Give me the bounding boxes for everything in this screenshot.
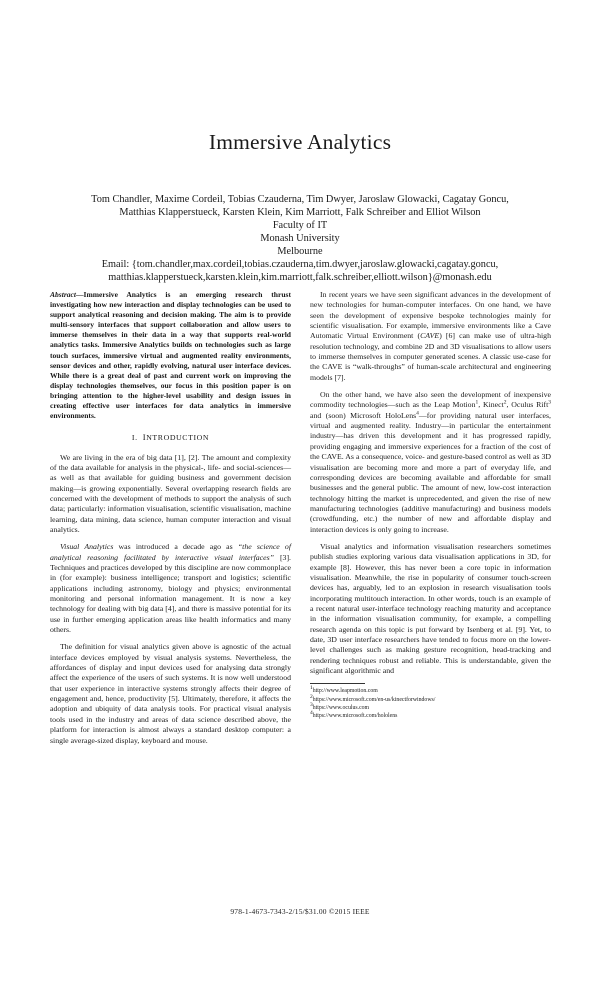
authors-line-1: Tom Chandler, Maxime Cordeil, Tobias Czauderna, Tim Dwyer, Jaroslaw Glowacki, Cagatay Goncu,	[91, 194, 509, 205]
footnote-4	[310, 712, 551, 720]
right-p1-a: In recent years we have seen significant advances in the development of new technologies for human-computer interfaces. On one hand, we have seen the development of expensive bespoke technologies mainly for scientific visualisation. For example, immersive environments like a Cave Automatic Virtual Environment (	[310, 290, 551, 341]
section-number: I.	[131, 433, 138, 443]
abstract-text: —Immersive Analytics is an emerging research thrust investigating how new interaction and display technologies can be used to support analytical reasoning and decision making. The aim is to provide multi-sensory interfaces that support collaboration and allow users to immerse themselves in their data in a way that supports real-world analytics tasks. Immersive Analytics builds on technologies such as large touch surfaces, immersive virtual and augmented reality environments, sensor devices and other, rapidly evolving, natural user interface devices. While there is a great deal of past and current work on improving the display technologies themselves, our focus in this position paper is on bringing attention to the higher-level usability and design issues in creating effective user interfaces for data analytics in immersive environments.	[50, 290, 291, 421]
authors-line-2: Matthias Klapperstueck, Karsten Klein, Kim Marriott, Falk Schreiber and Elliot Wilson	[119, 207, 481, 218]
visual-analytics-term: Visual Analytics	[60, 542, 114, 552]
footnote-2	[310, 693, 551, 704]
footnote-mark-1: 1	[475, 399, 479, 406]
affiliation-faculty: Faculty of IT	[272, 220, 328, 231]
email-line-1: Email: {tom.chandler,max.cordeil,tobias.czauderna,tim.dwyer,jaroslaw.glowacki,cagatay.goncu,	[101, 259, 499, 270]
intro-paragraph-1: We are living in the era of big data [1], [2]. The amount and complexity of the data available for analysis in the physical-, life- and social-sciences—as well as that available for guiding business and government decision making—is growing exponentially. Several overlapping research fields are concerned with the development of methods to support the analysis of such data; particularly: information visualisation, scientific visualisation, machine learning, data mining, data science, human computer interaction and visual analytics.	[50, 452, 291, 534]
intro-p2-mid: was introduced a decade ago as	[113, 542, 238, 552]
author-block	[40, 193, 560, 284]
footnote-3-mark: 3	[310, 701, 313, 708]
intro-p2-rest: [3]. Techniques and practices developed by this discipline are now commonplace in (for example): business intelligence; transport and logistics; scientific applications including astronomy, biology and physics; environmental monitoring and personal information management. It is now a key technology for dealing with big data [4], and there is massive potential for its use in further emerging application areas like health informatics and many others.	[50, 552, 291, 635]
footnote-1-url: http://www.leapmotion.com	[312, 688, 378, 695]
right-p2-b: , Kinect	[478, 400, 504, 410]
footnote-4-mark: 4	[310, 710, 313, 717]
intro-paragraph-3: The definition for visual analytics given above is agnostic of the actual interface devices employed by visual analysis systems. Nevertheless, the affordances of display and input devices used for analysing data strongly affect the experience of the users of such systems. It is now well understood that user experience in interactive systems strongly affects their degree of engagement and, hence, productivity [5]. Ultimately, therefore, it affects the adoption and ubiquity of data analysis tools. For practical visual analysis tools used in the industry and areas of data science described above, the platform for interaction is almost always a standard desktop computer: a single average-sized display, keyboard and mouse.	[50, 642, 291, 745]
right-p2-c: , Oculus Rift	[506, 400, 549, 410]
paper-title: Immersive Analytics	[208, 130, 392, 154]
affiliation-university: Monash University	[260, 233, 340, 244]
section-title-initial: I	[142, 432, 147, 443]
footnotes	[310, 687, 551, 720]
footnote-2-mark: 2	[310, 693, 313, 700]
cave-term: CAVE	[420, 331, 440, 341]
footnote-mark-2: 2	[503, 399, 507, 406]
visual-analytics-definition-quote: “the science of analytical reasoning facilitated by interactive visual interfaces”	[50, 542, 291, 562]
right-p2-d: and (soon) Microsoft HoloLens	[310, 410, 417, 420]
email-line-2: matthias.klapperstueck,karsten.klein,kim.marriott,falk.schreiber,elliott.wilson}@monash.edu	[108, 272, 492, 283]
intro-paragraph-2	[50, 542, 291, 635]
right-paragraph-2	[310, 390, 551, 535]
copyright-notice: 978-1-4673-7343-2/15/$31.00 ©2015 IEEE	[230, 907, 370, 916]
footnote-mark-4: 4	[416, 410, 419, 417]
right-p2-a: On the other hand, we have also seen the development of inexpensive commodity technologies—such as the Leap Motion	[310, 390, 551, 410]
footnote-divider	[310, 683, 365, 684]
abstract-label: Abstract	[50, 290, 76, 299]
right-p2-e: —for providing natural user interfaces, virtual and augmented reality. Industry—in particular the entertainment industry—has driven this development and it has progressed rapidly, providing engaging and immersive experiences for a fraction of the cost of the CAVE. As a consequence, voice- and gesture-based control as well as 3D visualisation are becoming more and more a part of everyday life, and corresponding devices are becoming available and affordable for small businesses and the general public. The amount of new, low-cost interaction technology hitting the market is unprecedented, and given the rise of new manufacturing technologies (additive manufacturing) and business models (crowdfunding, etc.) the number of new and affordable display and interaction devices is only going to increase.	[310, 410, 551, 534]
right-paragraph-3: Visual analytics and information visualisation researchers sometimes publish studies exploring various data visualisation applications in 3D, for example [8]. However, this has never been a core topic in information visualisation. Meanwhile, the rise in popularity of consumer touch-screen devices has, arguably, led to an explosion in research visualisation tools incorporating multitouch interaction. In other words, touch is an example of a recent natural user-interface technology reaching maturity and acceptance in the information visualisation community, for example, a compelling research agenda on this topic is put forward by Isenberg et al. [9]. Yet, to date, 3D user interface researchers have tended to focus more on the lower-level challenges such as making gesture recognition, head-tracking and rendering techniques robust and reliable. This is understandable, given the significant algorithmic and	[310, 541, 551, 676]
footnote-mark-3: 3	[548, 399, 551, 406]
affiliation-city: Melbourne	[277, 246, 323, 257]
footnote-1-mark: 1	[310, 685, 313, 692]
footnote-1	[310, 687, 551, 695]
section-title-rest: NTRODUCTION	[146, 433, 210, 443]
footnote-3-url: https://www.oculus.com	[312, 704, 370, 711]
abstract	[50, 290, 291, 421]
left-column	[50, 290, 291, 753]
section-heading-introduction	[50, 432, 291, 443]
footnote-2-url: https://www.microsoft.com/en-us/kinectforwindows/	[312, 696, 436, 703]
right-p1-b: ) [6] can make use of ultra-high resolution technology, and combine 2D and 3D visualisations to allow users to immerse themselves in computer generated scenes. A classic use-case for the CAVE is “walk-throughs” of human-scale architectural and engineering models [7].	[310, 331, 551, 382]
right-column	[310, 290, 551, 720]
right-paragraph-1	[310, 290, 551, 383]
footnote-4-url: https://www.microsoft.com/hololens	[312, 712, 398, 719]
footnote-3	[310, 701, 551, 712]
